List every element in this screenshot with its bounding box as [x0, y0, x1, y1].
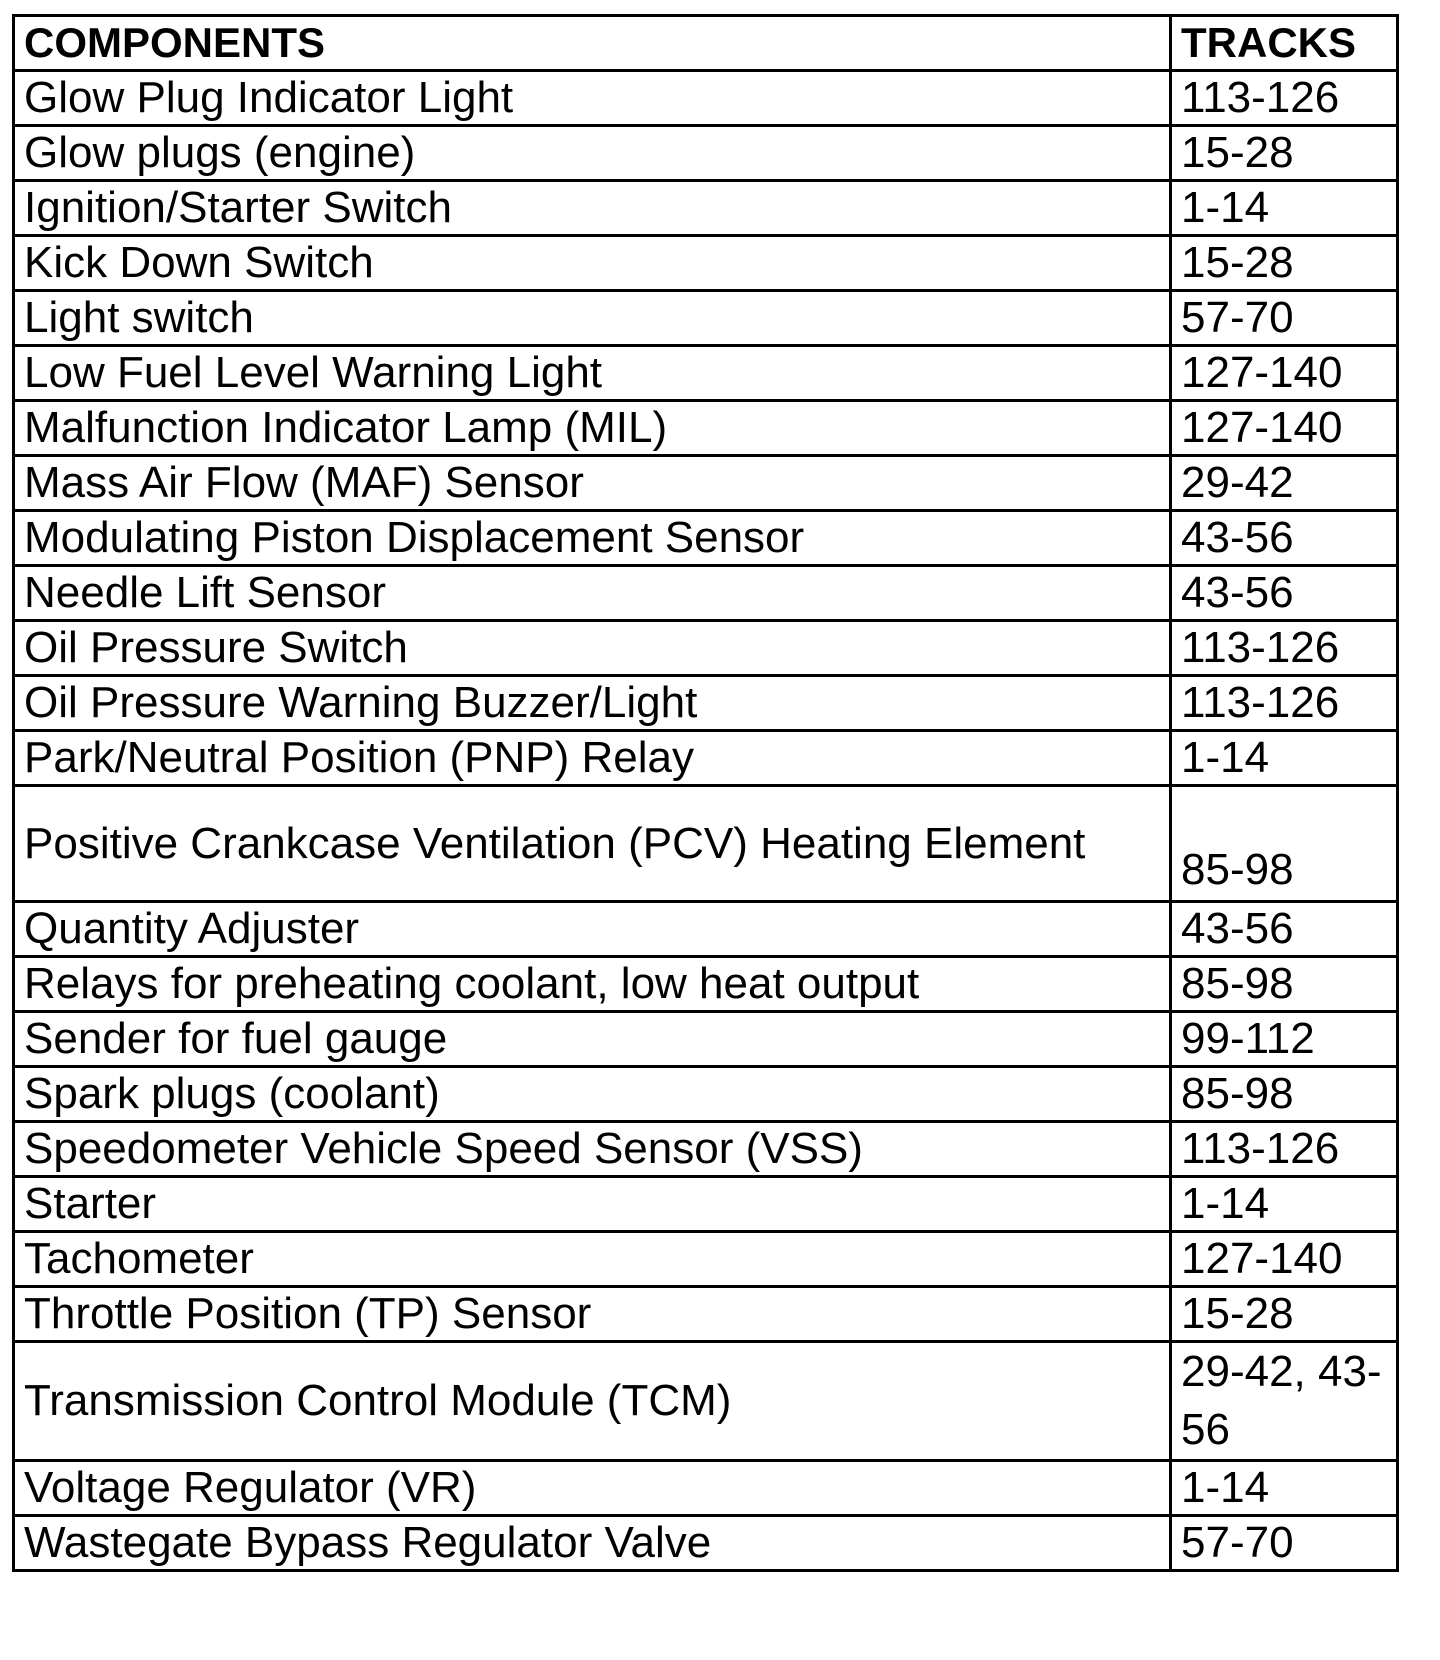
table-row [14, 1067, 1398, 1122]
component-cell: Spark plugs (coolant) [14, 1067, 1171, 1122]
component-cell: Quantity Adjuster [14, 902, 1171, 957]
components-tracks-table [12, 14, 1399, 1572]
tracks-cell: 1-14 [1171, 1177, 1398, 1232]
table-row [14, 902, 1398, 957]
component-cell: Wastegate Bypass Regulator Valve [14, 1516, 1171, 1571]
table-row [14, 236, 1398, 291]
component-cell: Modulating Piston Displacement Sensor [14, 511, 1171, 566]
tracks-cell: 29-42 [1171, 456, 1398, 511]
component-cell: Voltage Regulator (VR) [14, 1461, 1171, 1516]
tracks-cell: 99-112 [1171, 1012, 1398, 1067]
component-cell: Glow Plug Indicator Light [14, 71, 1171, 126]
component-cell: Relays for preheating coolant, low heat output [14, 957, 1171, 1012]
tracks-cell: 113-126 [1171, 676, 1398, 731]
table-row [14, 731, 1398, 786]
tracks-cell: 127-140 [1171, 401, 1398, 456]
component-cell: Oil Pressure Warning Buzzer/Light [14, 676, 1171, 731]
table-row [14, 71, 1398, 126]
table-row [14, 1342, 1398, 1461]
tracks-cell: 1-14 [1171, 181, 1398, 236]
table-row [14, 291, 1398, 346]
component-cell: Malfunction Indicator Lamp (MIL) [14, 401, 1171, 456]
table-row [14, 1012, 1398, 1067]
table-row [14, 511, 1398, 566]
tracks-cell: 43-56 [1171, 902, 1398, 957]
component-cell: Speedometer Vehicle Speed Sensor (VSS) [14, 1122, 1171, 1177]
table-row [14, 401, 1398, 456]
tracks-cell: 15-28 [1171, 1287, 1398, 1342]
table-row [14, 1122, 1398, 1177]
tracks-cell: 43-56 [1171, 566, 1398, 621]
tracks-cell: 127-140 [1171, 1232, 1398, 1287]
table-row [14, 1461, 1398, 1516]
component-cell: Needle Lift Sensor [14, 566, 1171, 621]
table-row [14, 1516, 1398, 1571]
table-row [14, 1232, 1398, 1287]
tracks-cell: 113-126 [1171, 1122, 1398, 1177]
table-row [14, 957, 1398, 1012]
component-cell: Light switch [14, 291, 1171, 346]
table-row [14, 1177, 1398, 1232]
table-row [14, 621, 1398, 676]
component-cell: Oil Pressure Switch [14, 621, 1171, 676]
tracks-cell: 1-14 [1171, 1461, 1398, 1516]
table-row [14, 566, 1398, 621]
component-cell: Ignition/Starter Switch [14, 181, 1171, 236]
tracks-cell: 15-28 [1171, 236, 1398, 291]
tracks-cell: 15-28 [1171, 126, 1398, 181]
component-cell: Low Fuel Level Warning Light [14, 346, 1171, 401]
tracks-cell: 57-70 [1171, 1516, 1398, 1571]
component-cell: Transmission Control Module (TCM) [14, 1342, 1171, 1461]
tracks-cell: 85-98 [1171, 957, 1398, 1012]
table-row [14, 181, 1398, 236]
component-cell: Tachometer [14, 1232, 1171, 1287]
component-cell: Sender for fuel gauge [14, 1012, 1171, 1067]
tracks-cell: 113-126 [1171, 71, 1398, 126]
tracks-cell: 85-98 [1171, 1067, 1398, 1122]
component-cell: Glow plugs (engine) [14, 126, 1171, 181]
tracks-cell: 57-70 [1171, 291, 1398, 346]
tracks-cell: 85-98 [1171, 786, 1398, 902]
table-row [14, 786, 1398, 902]
tracks-cell: 113-126 [1171, 621, 1398, 676]
table-row [14, 456, 1398, 511]
component-cell: Mass Air Flow (MAF) Sensor [14, 456, 1171, 511]
header-tracks: TRACKS [1171, 16, 1398, 71]
component-cell: Throttle Position (TP) Sensor [14, 1287, 1171, 1342]
table-row [14, 346, 1398, 401]
component-cell: Positive Crankcase Ventilation (PCV) Heating Element [14, 786, 1171, 902]
table-row [14, 676, 1398, 731]
table-row [14, 126, 1398, 181]
component-cell: Kick Down Switch [14, 236, 1171, 291]
table-row [14, 1287, 1398, 1342]
header-components: COMPONENTS [14, 16, 1171, 71]
tracks-cell: 1-14 [1171, 731, 1398, 786]
component-cell: Park/Neutral Position (PNP) Relay [14, 731, 1171, 786]
tracks-cell: 29-42, 43-56 [1171, 1342, 1398, 1461]
component-cell: Starter [14, 1177, 1171, 1232]
tracks-cell: 43-56 [1171, 511, 1398, 566]
table-header-row [14, 16, 1398, 71]
tracks-cell: 127-140 [1171, 346, 1398, 401]
